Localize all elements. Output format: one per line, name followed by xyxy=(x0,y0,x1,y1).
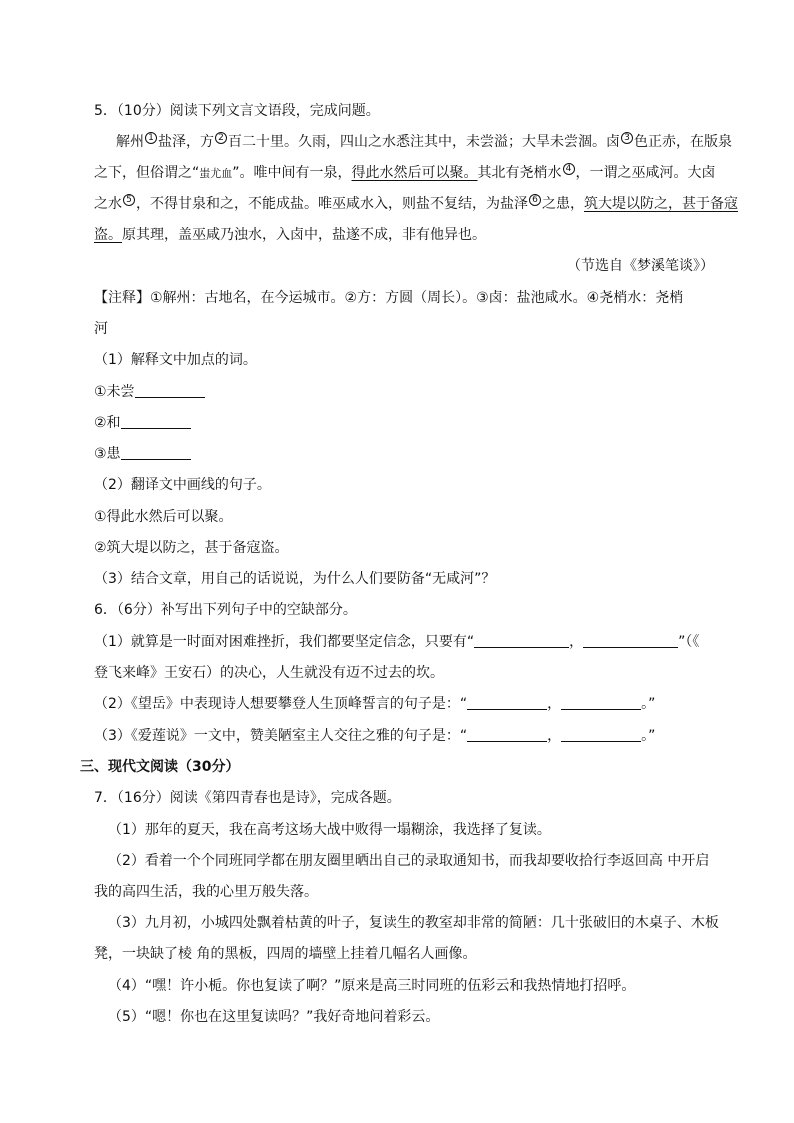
answer-blank[interactable] xyxy=(135,383,205,398)
footnote-mark-2: 2 xyxy=(215,132,227,144)
answer-blank[interactable] xyxy=(561,727,641,742)
answer-blank[interactable] xyxy=(583,633,678,648)
footnote-mark-6: 6 xyxy=(529,194,541,206)
footnote-mark-5: 5 xyxy=(123,194,135,206)
q5-word-3: ③患 xyxy=(94,444,191,464)
q6-item-1-cont: 登飞来峰》王安石）的决心，人生就没有迈不过去的坎。 xyxy=(94,665,444,681)
q5-header: 5．（10分）阅读下列文言文语段，完成问题。 xyxy=(94,103,380,119)
underlined-sentence-2a: 筑大堤以防之，甚于备寇 xyxy=(584,196,738,212)
answer-blank[interactable] xyxy=(467,727,547,742)
q5-translate-2: ②筑大堤以防之，甚于备寇盗。 xyxy=(94,540,289,556)
q5-word-1: ①未尝 xyxy=(94,382,205,402)
q7-para-4: （4）“嘿！许小栀。你也复读了啊？”原来是高三时同班的伍彩云和我热情地打招呼。 xyxy=(108,978,636,994)
section-heading: 三、现代文阅读（30分） xyxy=(80,759,240,775)
q5-passage-line-3: 之水 5 ，不得甘泉和之，不能成盐。唯巫咸水入，则盐不复结，为盐泽 6 之患，筑大堤以防之，甚于备寇 xyxy=(94,195,738,212)
q5-sub1: （1）解释文中加点的词。 xyxy=(94,352,257,368)
footnote-mark-3: 3 xyxy=(621,132,633,144)
q6-header: 6．（6分）补写出下列句子中的空缺部分。 xyxy=(94,602,357,618)
footnote-mark-4: 4 xyxy=(563,163,575,175)
answer-blank[interactable] xyxy=(121,414,191,429)
q7-para-3-cont: 凳，一块缺了棱 角的黑板，四周的墙壁上挂着几幅名人画像。 xyxy=(94,946,477,962)
answer-blank[interactable] xyxy=(467,695,547,710)
q5-sub2: （2）翻译文中画线的句子。 xyxy=(94,477,271,493)
q5-notes-cont: 河 xyxy=(94,321,108,337)
q7-header: 7．（16分）阅读《第四青春也是诗》，完成各题。 xyxy=(94,790,401,806)
underlined-sentence-1: 得此水然后可以聚。 xyxy=(351,165,478,181)
q5-word-2: ②和 xyxy=(94,413,191,433)
q7-para-3: （3）九月初，小城四处飘着枯黄的叶子，复读生的教室却非常的简陋：几十张破旧的木桌子、木板 xyxy=(108,915,719,931)
q5-source: （节选自《梦溪笔谈》） xyxy=(567,258,714,274)
underlined-sentence-2b: 盗。 xyxy=(94,227,122,243)
q5-sub3: （3）结合文章，用自己的话说说，为什么人们要防备“无咸河”？ xyxy=(94,571,496,587)
q7-para-1: （1）那年的夏天，我在高考这场大战中败得一塌糊涂，我选择了复读。 xyxy=(108,822,551,838)
answer-blank[interactable] xyxy=(121,445,191,460)
q5-passage-line-4: 盗。原其理，盖巫咸乃浊水，入卤中，盐遂不成，非有他异也。 xyxy=(94,227,486,243)
q6-item-1: （1）就算是一时面对困难挫折，我们都要坚定信念，只要有“ ， ”（《 xyxy=(94,634,700,650)
answer-blank[interactable] xyxy=(474,633,569,648)
q7-para-5: （5）“嗯！你也在这里复读吗？”我好奇地问着彩云。 xyxy=(108,1009,440,1025)
answer-blank[interactable] xyxy=(561,695,641,710)
q6-item-3: （3）《爱莲说》一文中，赞美陋室主人交往之雅的句子是：“ ， 。” xyxy=(94,728,656,744)
q5-notes: 【注释】①解州：古地名，在今运城市。②方：方圆（周长）。③卤：盐池咸水。④尧梢水：尧梢 xyxy=(94,290,684,306)
q7-para-2: （2）看着一个个同班同学都在朋友圈里晒出自己的录取通知书，而我却要收拾行李返回高 中开启 xyxy=(108,853,710,869)
q6-item-2: （2）《望岳》中表现诗人想要攀登人生顶峰誓言的句子是：“ ， 。” xyxy=(94,696,656,712)
q5-translate-1: ①得此水然后可以聚。 xyxy=(94,509,233,525)
q7-para-2-cont: 我的高四生活，我的心里万般失落。 xyxy=(94,884,318,900)
q5-passage-line-2: 之下，但俗谓之“蚩尤血”。唯中间有一泉，得此水然后可以聚。其北有尧梢水 4 ，一谓之巫咸河。大卤 xyxy=(94,164,716,181)
footnote-mark-1: 1 xyxy=(145,132,157,144)
q5-passage-line-1: 解州 1 盐泽，方 2 百二十里。久雨，四山之水悉注其中，未尝溢；大旱未尝涸。卤 3 色正赤，在版泉 xyxy=(116,133,732,150)
